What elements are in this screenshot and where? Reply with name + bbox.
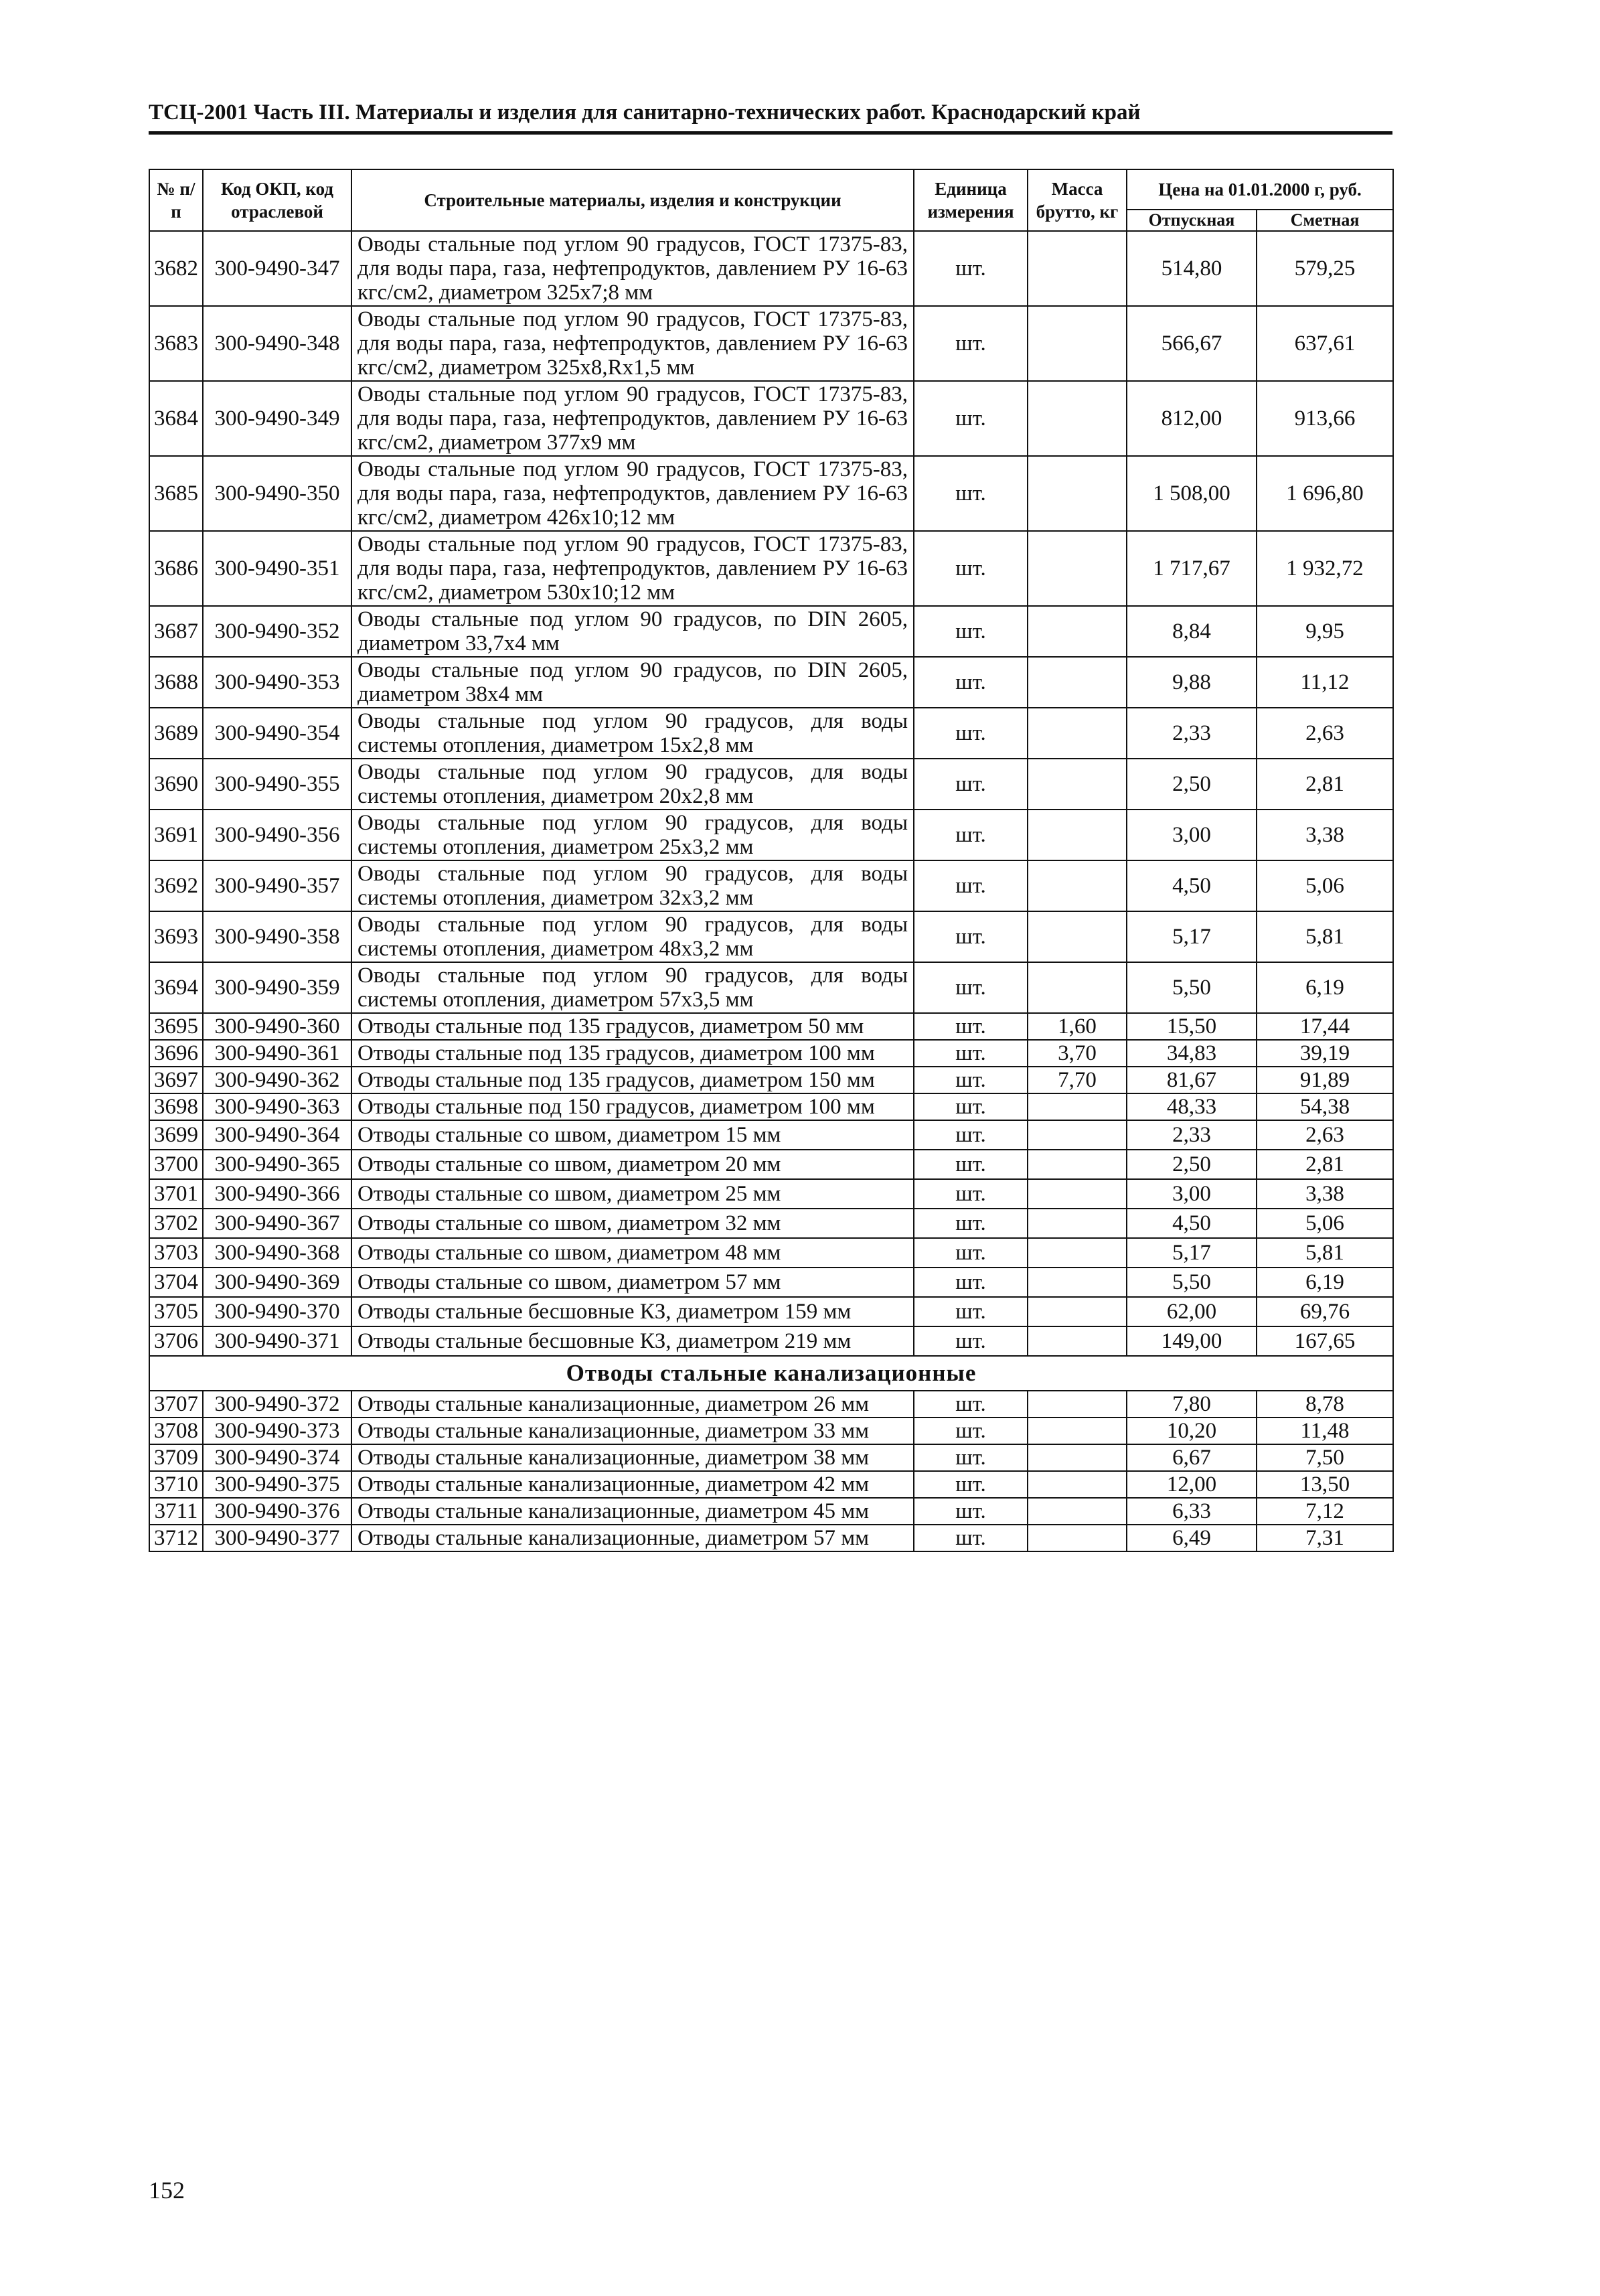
row-mass <box>1028 231 1127 306</box>
row-code: 300-9490-365 <box>203 1150 351 1179</box>
row-unit: шт. <box>914 1209 1028 1238</box>
row-price-estimate: 39,19 <box>1257 1040 1393 1067</box>
row-price-estimate: 6,19 <box>1257 962 1393 1013</box>
row-code: 300-9490-376 <box>203 1498 351 1525</box>
row-number: 3693 <box>149 911 203 962</box>
row-code: 300-9490-358 <box>203 911 351 962</box>
row-code: 300-9490-349 <box>203 381 351 456</box>
row-unit: шт. <box>914 1067 1028 1093</box>
row-code: 300-9490-368 <box>203 1238 351 1268</box>
row-number: 3698 <box>149 1093 203 1120</box>
row-price-release: 48,33 <box>1127 1093 1257 1120</box>
row-description: Оводы стальные под углом 90 градусов, ГОСТ 17375-83, для воды пара, газа, нефтепродуктов, давлением РУ 16-63 кгс/см2, диаметром 325х8,Rх1,5 мм <box>351 306 914 381</box>
row-price-release: 1 508,00 <box>1127 456 1257 531</box>
table-row <box>149 657 1393 708</box>
header-rule <box>149 131 1392 135</box>
row-mass: 1,60 <box>1028 1013 1127 1040</box>
row-number: 3708 <box>149 1418 203 1444</box>
row-mass <box>1028 1326 1127 1356</box>
row-price-release: 3,00 <box>1127 810 1257 860</box>
row-price-release: 149,00 <box>1127 1326 1257 1356</box>
row-price-release: 15,50 <box>1127 1013 1257 1040</box>
row-description: Оводы стальные под углом 90 градусов, для воды системы отопления, диаметром 48х3,2 мм <box>351 911 914 962</box>
row-price-release: 4,50 <box>1127 860 1257 911</box>
row-unit: шт. <box>914 531 1028 606</box>
row-price-release: 2,33 <box>1127 1120 1257 1150</box>
row-mass <box>1028 381 1127 456</box>
row-unit: шт. <box>914 962 1028 1013</box>
row-mass <box>1028 1209 1127 1238</box>
row-description: Отводы стальные канализационные, диаметром 45 мм <box>351 1498 914 1525</box>
row-price-release: 10,20 <box>1127 1418 1257 1444</box>
row-mass <box>1028 1179 1127 1209</box>
row-code: 300-9490-348 <box>203 306 351 381</box>
row-code: 300-9490-360 <box>203 1013 351 1040</box>
row-price-estimate: 11,48 <box>1257 1418 1393 1444</box>
row-description: Отводы стальные со швом, диаметром 25 мм <box>351 1179 914 1209</box>
row-mass <box>1028 1268 1127 1297</box>
row-code: 300-9490-359 <box>203 962 351 1013</box>
header-price-release: Отпускная <box>1127 210 1257 231</box>
table-row <box>149 810 1393 860</box>
row-description: Отводы стальные со швом, диаметром 15 мм <box>351 1120 914 1150</box>
row-price-release: 1 717,67 <box>1127 531 1257 606</box>
row-price-release: 62,00 <box>1127 1297 1257 1326</box>
row-code: 300-9490-364 <box>203 1120 351 1150</box>
row-code: 300-9490-362 <box>203 1067 351 1093</box>
section-title: Отводы стальные канализационные <box>149 1356 1393 1391</box>
row-code: 300-9490-354 <box>203 708 351 759</box>
row-mass <box>1028 1471 1127 1498</box>
row-description: Отводы стальные канализационные, диаметром 38 мм <box>351 1444 914 1471</box>
row-unit: шт. <box>914 810 1028 860</box>
row-unit: шт. <box>914 381 1028 456</box>
page-number: 152 <box>149 2177 185 2204</box>
row-price-estimate: 91,89 <box>1257 1067 1393 1093</box>
row-price-estimate: 69,76 <box>1257 1297 1393 1326</box>
table-row <box>149 1297 1393 1326</box>
row-unit: шт. <box>914 1013 1028 1040</box>
row-code: 300-9490-372 <box>203 1391 351 1418</box>
row-unit: шт. <box>914 1525 1028 1551</box>
row-mass <box>1028 759 1127 810</box>
row-price-estimate: 2,81 <box>1257 759 1393 810</box>
row-number: 3683 <box>149 306 203 381</box>
row-description: Отводы стальные со швом, диаметром 20 мм <box>351 1150 914 1179</box>
row-price-estimate: 17,44 <box>1257 1013 1393 1040</box>
row-mass <box>1028 860 1127 911</box>
row-price-estimate: 9,95 <box>1257 606 1393 657</box>
row-number: 3704 <box>149 1268 203 1297</box>
header-unit: Единица измерения <box>914 169 1028 231</box>
row-price-release: 6,49 <box>1127 1525 1257 1551</box>
row-description: Отводы стальные под 135 градусов, диаметром 150 мм <box>351 1067 914 1093</box>
row-price-release: 8,84 <box>1127 606 1257 657</box>
row-number: 3696 <box>149 1040 203 1067</box>
row-description: Отводы стальные канализационные, диаметром 33 мм <box>351 1418 914 1444</box>
row-price-estimate: 5,81 <box>1257 1238 1393 1268</box>
header-mass: Масса брутто, кг <box>1028 169 1127 231</box>
row-price-estimate: 7,50 <box>1257 1444 1393 1471</box>
row-mass: 7,70 <box>1028 1067 1127 1093</box>
row-code: 300-9490-352 <box>203 606 351 657</box>
header-code: Код ОКП, код отраслевой <box>203 169 351 231</box>
table-row <box>149 759 1393 810</box>
row-description: Оводы стальные под углом 90 градусов, для воды системы отопления, диаметром 20х2,8 мм <box>351 759 914 810</box>
table-body-group3 <box>149 1391 1393 1551</box>
row-mass <box>1028 1297 1127 1326</box>
row-price-estimate: 6,19 <box>1257 1268 1393 1297</box>
table-row <box>149 1150 1393 1179</box>
row-number: 3705 <box>149 1297 203 1326</box>
row-number: 3707 <box>149 1391 203 1418</box>
row-mass <box>1028 1093 1127 1120</box>
row-unit: шт. <box>914 606 1028 657</box>
table-row <box>149 531 1393 606</box>
row-code: 300-9490-370 <box>203 1297 351 1326</box>
row-price-estimate: 7,12 <box>1257 1498 1393 1525</box>
row-number: 3700 <box>149 1150 203 1179</box>
row-number: 3702 <box>149 1209 203 1238</box>
row-price-estimate: 5,06 <box>1257 1209 1393 1238</box>
row-unit: шт. <box>914 1150 1028 1179</box>
row-price-release: 2,33 <box>1127 708 1257 759</box>
row-unit: шт. <box>914 1326 1028 1356</box>
row-price-estimate: 579,25 <box>1257 231 1393 306</box>
row-mass <box>1028 911 1127 962</box>
row-code: 300-9490-351 <box>203 531 351 606</box>
section-row-wrapper <box>149 1356 1393 1391</box>
row-description: Отводы стальные со швом, диаметром 32 мм <box>351 1209 914 1238</box>
table-row <box>149 1013 1393 1040</box>
table-row <box>149 1093 1393 1120</box>
row-number: 3684 <box>149 381 203 456</box>
row-mass <box>1028 1525 1127 1551</box>
row-description: Отводы стальные со швом, диаметром 48 мм <box>351 1238 914 1268</box>
row-unit: шт. <box>914 1238 1028 1268</box>
section-row <box>149 1356 1393 1391</box>
row-number: 3710 <box>149 1471 203 1498</box>
header-num: № п/п <box>149 169 203 231</box>
row-price-release: 81,67 <box>1127 1067 1257 1093</box>
row-description: Отводы стальные под 150 градусов, диаметром 100 мм <box>351 1093 914 1120</box>
row-description: Отводы стальные бесшовные КЗ, диаметром 159 мм <box>351 1297 914 1326</box>
row-code: 300-9490-361 <box>203 1040 351 1067</box>
row-description: Отводы стальные бесшовные КЗ, диаметром 219 мм <box>351 1326 914 1356</box>
row-unit: шт. <box>914 1498 1028 1525</box>
row-price-estimate: 11,12 <box>1257 657 1393 708</box>
row-description: Оводы стальные под углом 90 градусов, ГОСТ 17375-83, для воды пара, газа, нефтепродуктов, давлением РУ 16-63 кгс/см2, диаметром 530х10;12 мм <box>351 531 914 606</box>
row-number: 3690 <box>149 759 203 810</box>
table-row <box>149 860 1393 911</box>
row-number: 3709 <box>149 1444 203 1471</box>
row-code: 300-9490-347 <box>203 231 351 306</box>
row-unit: шт. <box>914 1471 1028 1498</box>
row-price-estimate: 637,61 <box>1257 306 1393 381</box>
table-body-group1 <box>149 231 1393 1120</box>
row-code: 300-9490-369 <box>203 1268 351 1297</box>
row-code: 300-9490-375 <box>203 1471 351 1498</box>
row-description: Оводы стальные под углом 90 градусов, для воды системы отопления, диаметром 57х3,5 мм <box>351 962 914 1013</box>
row-price-release: 2,50 <box>1127 1150 1257 1179</box>
row-description: Оводы стальные под углом 90 градусов, для воды системы отопления, диаметром 25х3,2 мм <box>351 810 914 860</box>
row-unit: шт. <box>914 1418 1028 1444</box>
row-mass <box>1028 606 1127 657</box>
row-price-release: 812,00 <box>1127 381 1257 456</box>
row-mass <box>1028 657 1127 708</box>
table-row <box>149 1498 1393 1525</box>
row-mass <box>1028 810 1127 860</box>
row-number: 3699 <box>149 1120 203 1150</box>
table-header <box>149 169 1393 231</box>
row-price-estimate: 913,66 <box>1257 381 1393 456</box>
page-header: ТСЦ-2001 Часть III. Материалы и изделия для санитарно-технических работ. Краснодарский край <box>149 100 1141 125</box>
row-description: Отводы стальные канализационные, диаметром 26 мм <box>351 1391 914 1418</box>
row-description: Отводы стальные под 135 градусов, диаметром 100 мм <box>351 1040 914 1067</box>
row-number: 3711 <box>149 1498 203 1525</box>
row-price-release: 5,17 <box>1127 911 1257 962</box>
header-price-estimate: Сметная <box>1257 210 1393 231</box>
row-number: 3685 <box>149 456 203 531</box>
table-row <box>149 1040 1393 1067</box>
row-price-estimate: 54,38 <box>1257 1093 1393 1120</box>
row-unit: шт. <box>914 1268 1028 1297</box>
row-price-estimate: 2,63 <box>1257 1120 1393 1150</box>
row-number: 3703 <box>149 1238 203 1268</box>
row-number: 3712 <box>149 1525 203 1551</box>
table-row <box>149 1391 1393 1418</box>
row-price-estimate: 3,38 <box>1257 1179 1393 1209</box>
row-price-release: 6,67 <box>1127 1444 1257 1471</box>
table-row <box>149 1326 1393 1356</box>
row-unit: шт. <box>914 1120 1028 1150</box>
row-number: 3691 <box>149 810 203 860</box>
row-price-estimate: 3,38 <box>1257 810 1393 860</box>
row-mass <box>1028 962 1127 1013</box>
row-number: 3687 <box>149 606 203 657</box>
table-row <box>149 1067 1393 1093</box>
row-unit: шт. <box>914 1179 1028 1209</box>
row-number: 3694 <box>149 962 203 1013</box>
row-price-release: 5,50 <box>1127 962 1257 1013</box>
row-price-estimate: 5,81 <box>1257 911 1393 962</box>
row-description: Оводы стальные под углом 90 градусов, по DIN 2605, диаметром 38х4 мм <box>351 657 914 708</box>
row-description: Отводы стальные канализационные, диаметром 42 мм <box>351 1471 914 1498</box>
table-row <box>149 381 1393 456</box>
table-row <box>149 456 1393 531</box>
row-unit: шт. <box>914 456 1028 531</box>
row-unit: шт. <box>914 911 1028 962</box>
row-number: 3701 <box>149 1179 203 1209</box>
row-description: Оводы стальные под углом 90 градусов, ГОСТ 17375-83, для воды пара, газа, нефтепродуктов, давлением РУ 16-63 кгс/см2, диаметром 426х10;12 мм <box>351 456 914 531</box>
row-mass <box>1028 1150 1127 1179</box>
row-mass <box>1028 1238 1127 1268</box>
row-price-release: 5,17 <box>1127 1238 1257 1268</box>
table-row <box>149 1209 1393 1238</box>
row-price-release: 3,00 <box>1127 1179 1257 1209</box>
row-price-estimate: 167,65 <box>1257 1326 1393 1356</box>
row-mass <box>1028 1391 1127 1418</box>
row-description: Оводы стальные под углом 90 градусов, по DIN 2605, диаметром 33,7х4 мм <box>351 606 914 657</box>
table-body-group2 <box>149 1120 1393 1356</box>
row-code: 300-9490-363 <box>203 1093 351 1120</box>
header-description: Строительные материалы, изделия и конструкции <box>351 169 914 231</box>
row-price-release: 5,50 <box>1127 1268 1257 1297</box>
row-number: 3692 <box>149 860 203 911</box>
row-unit: шт. <box>914 231 1028 306</box>
row-number: 3706 <box>149 1326 203 1356</box>
row-number: 3695 <box>149 1013 203 1040</box>
table-row <box>149 306 1393 381</box>
table-row <box>149 231 1393 306</box>
row-code: 300-9490-353 <box>203 657 351 708</box>
row-number: 3686 <box>149 531 203 606</box>
row-code: 300-9490-366 <box>203 1179 351 1209</box>
row-unit: шт. <box>914 759 1028 810</box>
table-row <box>149 1418 1393 1444</box>
table-row <box>149 1444 1393 1471</box>
row-unit: шт. <box>914 1391 1028 1418</box>
row-mass <box>1028 1444 1127 1471</box>
row-code: 300-9490-371 <box>203 1326 351 1356</box>
row-mass <box>1028 306 1127 381</box>
row-price-estimate: 8,78 <box>1257 1391 1393 1418</box>
row-price-estimate: 2,63 <box>1257 708 1393 759</box>
row-price-release: 6,33 <box>1127 1498 1257 1525</box>
row-price-estimate: 1 932,72 <box>1257 531 1393 606</box>
row-description: Отводы стальные со швом, диаметром 57 мм <box>351 1268 914 1297</box>
row-price-release: 514,80 <box>1127 231 1257 306</box>
table-row <box>149 1120 1393 1150</box>
row-code: 300-9490-367 <box>203 1209 351 1238</box>
row-price-estimate: 1 696,80 <box>1257 456 1393 531</box>
row-description: Отводы стальные канализационные, диаметром 57 мм <box>351 1525 914 1551</box>
row-unit: шт. <box>914 657 1028 708</box>
row-code: 300-9490-350 <box>203 456 351 531</box>
row-code: 300-9490-377 <box>203 1525 351 1551</box>
row-number: 3689 <box>149 708 203 759</box>
table-row <box>149 606 1393 657</box>
table-row <box>149 1238 1393 1268</box>
row-unit: шт. <box>914 860 1028 911</box>
row-mass <box>1028 1418 1127 1444</box>
row-unit: шт. <box>914 306 1028 381</box>
table-row <box>149 708 1393 759</box>
row-mass <box>1028 1120 1127 1150</box>
table-row <box>149 1525 1393 1551</box>
table-row <box>149 1179 1393 1209</box>
row-code: 300-9490-356 <box>203 810 351 860</box>
row-mass <box>1028 1498 1127 1525</box>
row-price-release: 566,67 <box>1127 306 1257 381</box>
row-price-release: 4,50 <box>1127 1209 1257 1238</box>
row-price-estimate: 2,81 <box>1257 1150 1393 1179</box>
row-description: Отводы стальные под 135 градусов, диаметром 50 мм <box>351 1013 914 1040</box>
row-price-estimate: 5,06 <box>1257 860 1393 911</box>
row-price-release: 2,50 <box>1127 759 1257 810</box>
row-mass <box>1028 531 1127 606</box>
table-row <box>149 911 1393 962</box>
row-mass <box>1028 456 1127 531</box>
row-price-estimate: 13,50 <box>1257 1471 1393 1498</box>
row-number: 3682 <box>149 231 203 306</box>
row-price-release: 9,88 <box>1127 657 1257 708</box>
row-unit: шт. <box>914 1040 1028 1067</box>
row-code: 300-9490-357 <box>203 860 351 911</box>
row-code: 300-9490-374 <box>203 1444 351 1471</box>
row-unit: шт. <box>914 708 1028 759</box>
row-unit: шт. <box>914 1093 1028 1120</box>
row-mass: 3,70 <box>1028 1040 1127 1067</box>
row-code: 300-9490-373 <box>203 1418 351 1444</box>
row-code: 300-9490-355 <box>203 759 351 810</box>
row-number: 3688 <box>149 657 203 708</box>
row-price-estimate: 7,31 <box>1257 1525 1393 1551</box>
row-price-release: 7,80 <box>1127 1391 1257 1418</box>
row-price-release: 34,83 <box>1127 1040 1257 1067</box>
row-mass <box>1028 708 1127 759</box>
header-price-group: Цена на 01.01.2000 г, руб. <box>1127 169 1393 210</box>
row-number: 3697 <box>149 1067 203 1093</box>
row-description: Оводы стальные под углом 90 градусов, для воды системы отопления, диаметром 32х3,2 мм <box>351 860 914 911</box>
row-description: Оводы стальные под углом 90 градусов, ГОСТ 17375-83, для воды пара, газа, нефтепродуктов, давлением РУ 16-63 кгс/см2, диаметром 325х7;8 мм <box>351 231 914 306</box>
price-table <box>149 169 1394 1552</box>
table-row <box>149 1471 1393 1498</box>
table-row <box>149 1268 1393 1297</box>
row-unit: шт. <box>914 1444 1028 1471</box>
row-unit: шт. <box>914 1297 1028 1326</box>
row-price-release: 12,00 <box>1127 1471 1257 1498</box>
row-description: Оводы стальные под углом 90 градусов, для воды системы отопления, диаметром 15х2,8 мм <box>351 708 914 759</box>
row-description: Оводы стальные под углом 90 градусов, ГОСТ 17375-83, для воды пара, газа, нефтепродуктов, давлением РУ 16-63 кгс/см2, диаметром 377х9 мм <box>351 381 914 456</box>
table-row <box>149 962 1393 1013</box>
